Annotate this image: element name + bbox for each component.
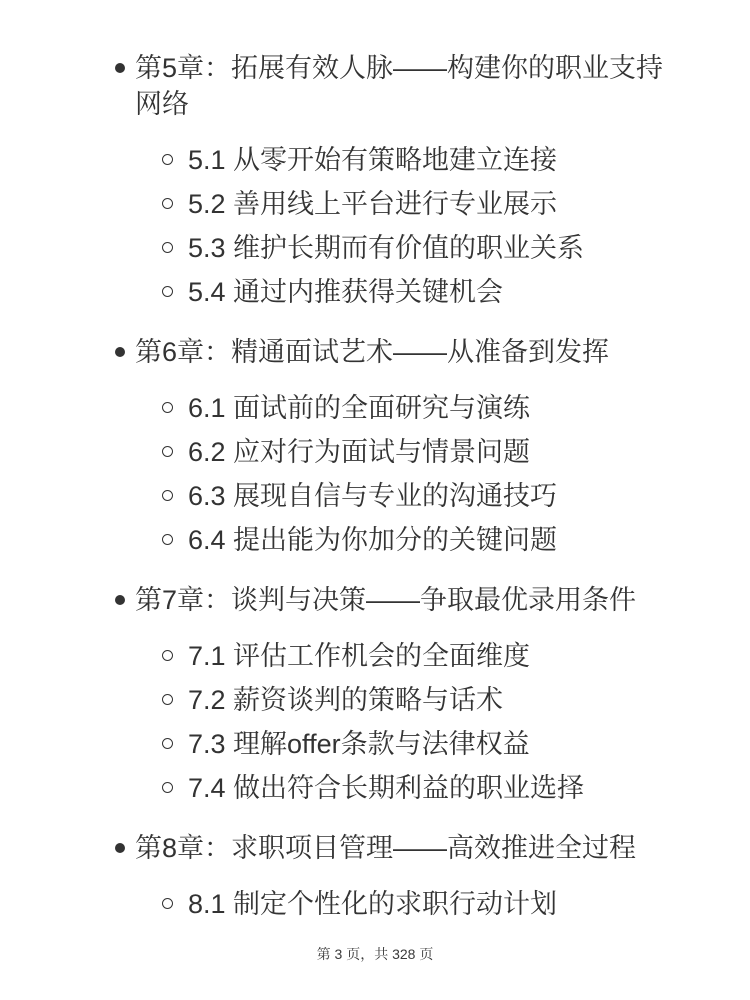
section-title: 5.3 维护长期而有价值的职业关系: [188, 233, 585, 263]
section-item: [162, 230, 678, 266]
section-title: 7.2 薪资谈判的策略与话术: [188, 685, 504, 715]
section-item: [162, 682, 678, 718]
circle-bullet-icon: [162, 782, 173, 793]
chapter-title: 第5章：拓展有效人脉——构建你的职业支持网络: [135, 53, 664, 119]
section-item: [162, 434, 678, 470]
bullet-icon: [115, 347, 125, 357]
section-title: 5.4 通过内推获得关键机会: [188, 277, 504, 307]
section-title: 7.4 做出符合长期利益的职业选择: [188, 773, 585, 803]
circle-bullet-icon: [162, 154, 173, 165]
toc-chapter: [115, 50, 678, 122]
circle-bullet-icon: [162, 694, 173, 705]
section-title: 7.1 评估工作机会的全面维度: [188, 641, 531, 671]
section-item: [162, 638, 678, 674]
circle-bullet-icon: [162, 198, 173, 209]
circle-bullet-icon: [162, 738, 173, 749]
chapter-title: 第8章：求职项目管理——高效推进全过程: [135, 833, 637, 863]
circle-bullet-icon: [162, 898, 173, 909]
section-item: [162, 726, 678, 762]
section-title: 6.1 面试前的全面研究与演练: [188, 393, 531, 423]
section-title: 6.4 提出能为你加分的关键问题: [188, 525, 558, 555]
section-list: [115, 638, 678, 806]
circle-bullet-icon: [162, 446, 173, 457]
circle-bullet-icon: [162, 490, 173, 501]
bullet-icon: [115, 595, 125, 605]
section-title: 5.1 从零开始有策略地建立连接: [188, 145, 558, 175]
section-item: [162, 886, 678, 922]
circle-bullet-icon: [162, 534, 173, 545]
page-number-footer: 第 3 页，共 328 页: [316, 946, 434, 962]
bullet-icon: [115, 843, 125, 853]
section-title: 6.3 展现自信与专业的沟通技巧: [188, 481, 558, 511]
section-title: 8.1 制定个性化的求职行动计划: [188, 889, 558, 919]
section-title: 7.3 理解offer条款与法律权益: [188, 729, 530, 759]
toc-chapter: [115, 582, 678, 618]
bullet-icon: [115, 63, 125, 73]
toc-chapter: [115, 830, 678, 866]
circle-bullet-icon: [162, 242, 173, 253]
section-item: [162, 142, 678, 178]
section-item: [162, 186, 678, 222]
chapter-title: 第7章：谈判与决策——争取最优录用条件: [135, 585, 637, 615]
section-list: [115, 886, 678, 922]
section-item: [162, 770, 678, 806]
section-item: [162, 478, 678, 514]
section-item: [162, 274, 678, 310]
chapter-title: 第6章：精通面试艺术——从准备到发挥: [135, 337, 610, 367]
circle-bullet-icon: [162, 402, 173, 413]
section-list: [115, 390, 678, 558]
section-title: 5.2 善用线上平台进行专业展示: [188, 189, 558, 219]
circle-bullet-icon: [162, 286, 173, 297]
circle-bullet-icon: [162, 650, 173, 661]
section-item: [162, 390, 678, 426]
section-list: [115, 142, 678, 310]
toc-chapter: [115, 334, 678, 370]
section-item: [162, 522, 678, 558]
section-title: 6.2 应对行为面试与情景问题: [188, 437, 531, 467]
